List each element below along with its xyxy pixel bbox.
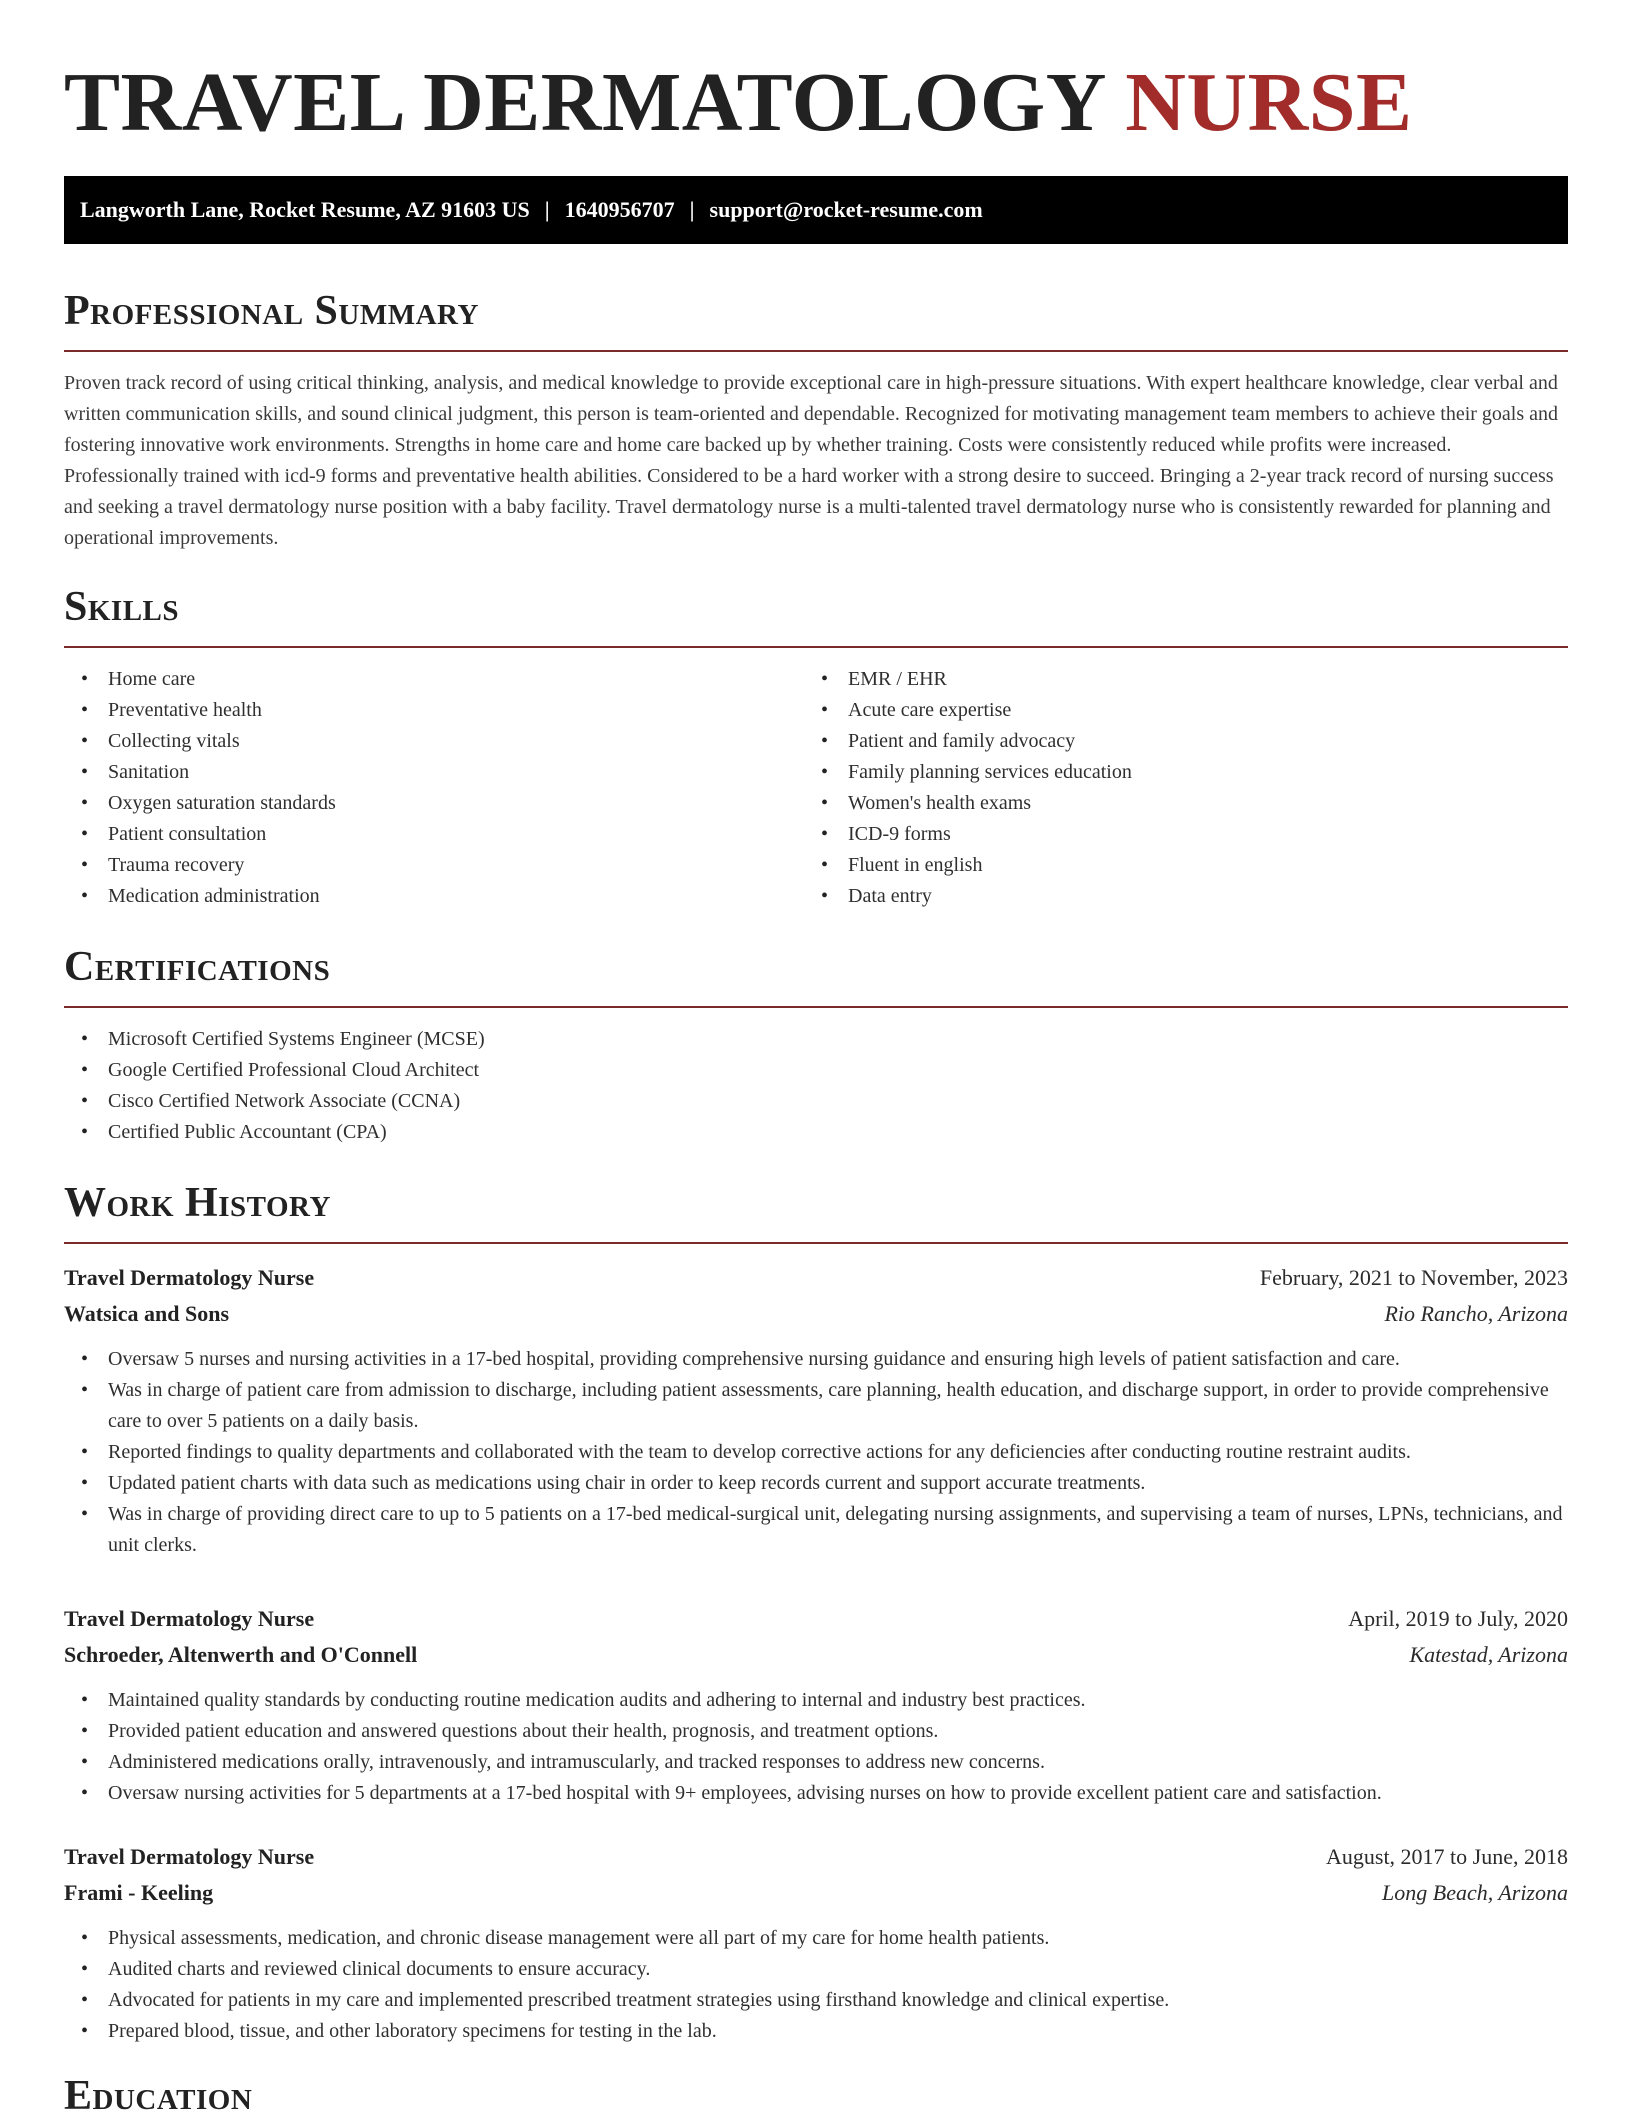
work-history-heading: Work History (64, 1180, 331, 1226)
section-divider (64, 350, 1568, 352)
job-duty: • Oversaw nursing activities for 5 departments at a 17-bed hospital with 9+ employees, advising nurses on how to provide excellent patient care and satisfaction. (64, 1778, 1568, 1809)
name-accent: NURSE (1125, 56, 1413, 149)
skill-item: • Oxygen saturation standards (64, 788, 804, 819)
job-duty: • Reported findings to quality departments and collaborated with the team to develop corrective actions for any deficiencies after conducting routine restraint audits. (64, 1437, 1568, 1468)
skill-item: • ICD-9 forms (804, 819, 1544, 850)
job-duty: • Physical assessments, medication, and chronic disease management were all part of my care for home health patients. (64, 1923, 1568, 1954)
job-dates: August, 2017 to June, 2018 (1326, 1844, 1568, 1869)
skill-item: • Data entry (804, 881, 1544, 912)
job-subheader (64, 1637, 1568, 1673)
skill-item: • Acute care expertise (804, 695, 1544, 726)
job-duty: • Provided patient education and answered questions about their health, prognosis, and treatment options. (64, 1716, 1568, 1747)
contact-separator: | (689, 197, 695, 222)
job-duties-list (64, 1685, 1568, 1809)
contact-phone: 1640956707 (564, 197, 675, 222)
job-location: Katestad, Arizona (1409, 1642, 1568, 1667)
skill-item: • Fluent in english (804, 850, 1544, 881)
skills-right-list (804, 664, 1544, 912)
job-duties-list (64, 1923, 1568, 2047)
contact-separator: | (544, 197, 550, 222)
skills-section (64, 582, 1568, 912)
skill-item: • Patient consultation (64, 819, 804, 850)
job-entry (64, 1601, 1568, 1809)
job-duty: • Updated patient charts with data such as medications using chair in order to keep records current and support accurate treatments. (64, 1468, 1568, 1499)
job-company: Watsica and Sons (64, 1301, 230, 1326)
education-heading: Education (64, 2073, 253, 2119)
skill-item: • Patient and family advocacy (804, 726, 1544, 757)
job-duty: • Was in charge of patient care from admission to discharge, including patient assessments, care planning, health education, and discharge support, in order to provide comprehensive care to over 5 patients on a daily basis. (64, 1375, 1568, 1437)
skill-item: • Sanitation (64, 757, 804, 788)
job-duty: • Maintained quality standards by conducting routine medication audits and adhering to internal and industry best practices. (64, 1685, 1568, 1716)
job-entry (64, 1260, 1568, 1561)
job-duty: • Prepared blood, tissue, and other laboratory specimens for testing in the lab. (64, 2016, 1568, 2047)
skills-left-list (64, 664, 804, 912)
job-dates: February, 2021 to November, 2023 (1259, 1265, 1568, 1290)
job-duty: • Was in charge of providing direct care to up to 5 patients on a 17-bed medical-surgical unit, delegating nursing assignments, and supervising a team of nurses, LPNs, technicians, and unit clerks. (64, 1499, 1568, 1561)
work-history-section (64, 1178, 1568, 2047)
summary-heading: Professional Summary (64, 288, 479, 334)
job-duty: • Audited charts and reviewed clinical documents to ensure accuracy. (64, 1954, 1568, 1985)
certifications-section (64, 942, 1568, 1148)
job-title: Travel Dermatology Nurse (64, 1844, 315, 1869)
certification-item: • Google Certified Professional Cloud Architect (64, 1055, 1568, 1086)
skill-item: • EMR / EHR (804, 664, 1544, 695)
job-entry (64, 1839, 1568, 2047)
skill-item: • Home care (64, 664, 804, 695)
job-duty: • Oversaw 5 nurses and nursing activities in a 17-bed hospital, providing comprehensive nursing guidance and ensuring high levels of patient satisfaction and care. (64, 1344, 1568, 1375)
job-title: Travel Dermatology Nurse (64, 1265, 315, 1290)
skills-grid (64, 648, 1568, 912)
contact-email: support@rocket-resume.com (709, 197, 983, 222)
skill-item: • Preventative health (64, 695, 804, 726)
job-location: Long Beach, Arizona (1382, 1880, 1568, 1905)
name-main: TRAVEL DERMATOLOGY (64, 56, 1104, 149)
education-section (64, 2071, 1568, 2121)
candidate-name (64, 50, 1568, 156)
job-subheader (64, 1296, 1568, 1332)
job-location: Rio Rancho, Arizona (1384, 1301, 1568, 1326)
job-company: Frami - Keeling (64, 1880, 214, 1905)
skill-item: • Women's health exams (804, 788, 1544, 819)
certification-item: • Certified Public Accountant (CPA) (64, 1117, 1568, 1148)
summary-section (64, 286, 1568, 554)
job-duty: • Advocated for patients in my care and implemented prescribed treatment strategies using firsthand knowledge and clinical expertise. (64, 1985, 1568, 2016)
skill-item: • Medication administration (64, 881, 804, 912)
section-divider (64, 1006, 1568, 1008)
job-header (64, 1601, 1568, 1637)
job-dates: April, 2019 to July, 2020 (1348, 1606, 1568, 1631)
skill-item: • Trauma recovery (64, 850, 804, 881)
skills-heading: Skills (64, 584, 180, 630)
contact-bar (64, 176, 1568, 244)
section-divider (64, 1242, 1568, 1244)
skill-item: • Collecting vitals (64, 726, 804, 757)
summary-text: Proven track record of using critical thinking, analysis, and medical knowledge to provide exceptional care in high-pressure situations. With expert healthcare knowledge, clear verbal and written communication skills, and sound clinical judgment, this person is team-oriented and dependable. Recognized for motivating management team members to achieve their goals and fostering innovative work environments. Strengths in home care and home care backed up by whether training. Costs were consistently reduced while profits were increased. Professionally trained with icd-9 forms and preventative health abilities. Considered to be a hard worker with a strong desire to succeed. Bringing a 2-year track record of nursing success and seeking a travel dermatology nurse position with a baby facility. Travel dermatology nurse is a multi-talented travel dermatology nurse who is consistently rewarded for planning and operational improvements. (64, 372, 1559, 549)
job-header (64, 1839, 1568, 1875)
job-duties-list (64, 1344, 1568, 1561)
job-title: Travel Dermatology Nurse (64, 1606, 315, 1631)
certifications-heading: Certifications (64, 944, 331, 990)
job-company: Schroeder, Altenwerth and O'Connell (64, 1642, 418, 1667)
contact-address: Langworth Lane, Rocket Resume, AZ 91603 US (80, 197, 530, 222)
job-duty: • Administered medications orally, intravenously, and intramuscularly, and tracked responses to address new concerns. (64, 1747, 1568, 1778)
certification-item: • Cisco Certified Network Associate (CCNA) (64, 1086, 1568, 1117)
job-header (64, 1260, 1568, 1296)
skill-item: • Family planning services education (804, 757, 1544, 788)
certification-item: • Microsoft Certified Systems Engineer (MCSE) (64, 1024, 1568, 1055)
resume-content (64, 50, 1568, 2121)
certifications-list (64, 1024, 1568, 1148)
job-subheader (64, 1875, 1568, 1911)
